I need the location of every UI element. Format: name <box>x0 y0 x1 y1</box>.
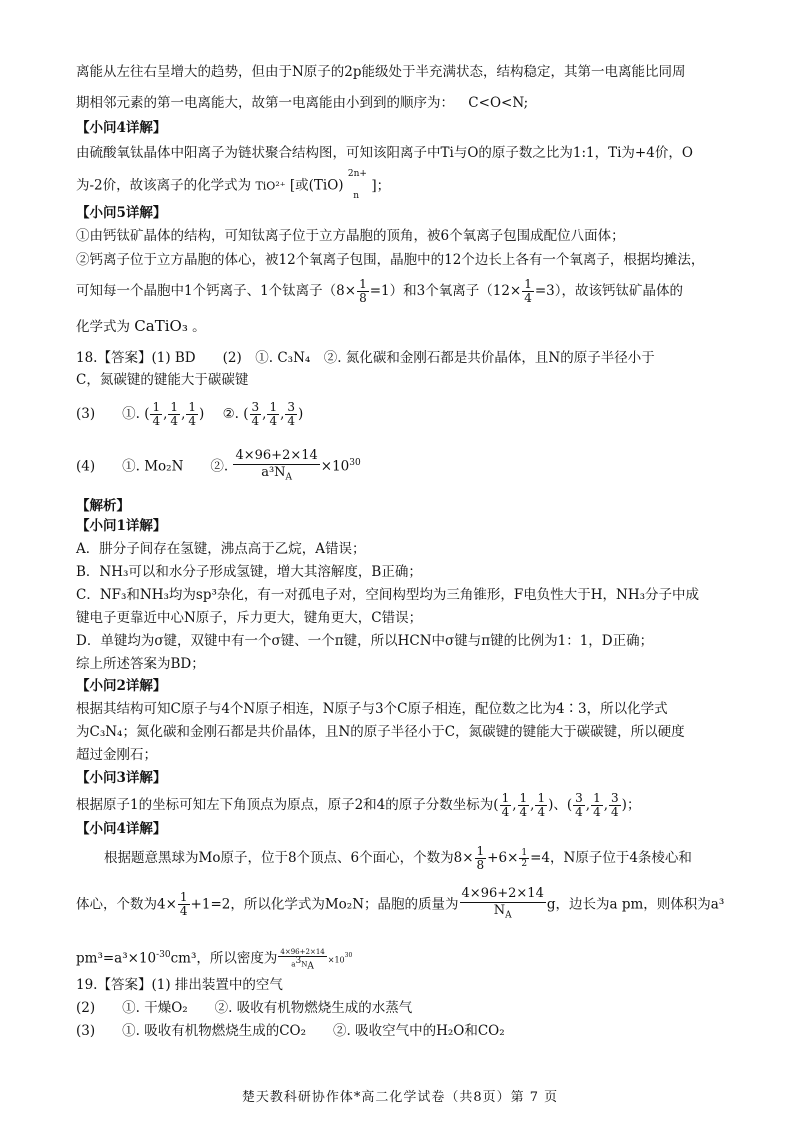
page-footer: 楚天教科研协作体*高二化学试卷（共8页）第 7 页 <box>241 1090 559 1105</box>
numerator: 1 <box>359 277 367 291</box>
text-span: =1）和3个氧离子（12× <box>369 283 522 299</box>
fraction <box>250 401 262 428</box>
text-line: ②钙离子位于立方晶胞的体心，被12个氧离子包围，晶胞中的12个边长上各有一个氧离子，根据均摊法， <box>76 252 705 268</box>
numerator: 4×96+2×14 <box>280 947 325 956</box>
denominator: 4 <box>287 414 296 428</box>
exponent: 30 <box>344 952 353 959</box>
fraction <box>357 278 369 305</box>
fraction <box>591 792 603 819</box>
fraction <box>518 792 530 819</box>
den-text: a³N <box>261 465 286 481</box>
text-line: 键电子更靠近中心N原子，斥力更大，键角更大，C错误； <box>76 610 423 626</box>
label: ②. <box>222 406 239 422</box>
denominator: 4 <box>537 805 546 819</box>
fraction <box>150 401 162 428</box>
denominator: $N_A$ <box>493 903 512 921</box>
numerator: 1 <box>537 791 546 805</box>
text-span: 。 <box>192 319 206 335</box>
formula-tio: TiO²⁺ <box>255 179 286 193</box>
text-span: ； <box>626 797 641 813</box>
fraction <box>178 891 190 918</box>
text-span: +1=2，所以化学式为Mo₂N；晶胞的质量为 <box>190 896 459 913</box>
text-line: B．NH₃可以和水分子形成氢键，增大其溶解度，B正确； <box>76 564 422 580</box>
denominator: 4 <box>269 414 278 428</box>
small-density-fraction <box>278 948 326 971</box>
numerator: 1 <box>593 791 601 805</box>
fraction <box>500 792 512 819</box>
denominator: 4 <box>170 414 179 428</box>
text-line: 根据原子1的坐标可知左下角顶点为原点，原子2和4的原子分数坐标为( $\frac{1}{4}$ , $\frac{1}{4}$ , $\frac{1}{4}$ )、( $\frac{3}{4}$ , $\frac{1}{4}$ , $\frac{3}{4}$ )； <box>76 791 641 819</box>
text-line: ①由钙钛矿晶体的结构，可知钛离子位于立方晶胞的顶角，被6个氧离子包围成配位八面体； <box>76 228 625 244</box>
text-span: +6× <box>487 850 519 866</box>
text-line <box>76 942 352 974</box>
label: (4) ①. Mo₂N ②. <box>76 458 229 475</box>
numerator: 1 <box>476 844 485 858</box>
denominator <box>259 465 294 486</box>
denominator: 4 <box>152 414 161 428</box>
text-span: 期相邻元素的第一电离能大，故第一电离能由小到到的顺序为： <box>76 95 454 111</box>
ionization-order: C<O<N; <box>468 95 529 111</box>
separator: 、 <box>553 797 567 813</box>
text-span: 根据原子1的坐标可知左下角顶点为原点，原子2和4的原子分数坐标为 <box>76 797 494 813</box>
text-line: 根据其结构可知C原子与4个N原子相连，N原子与3个C原子相连，配位数之比为4∶3，所以化学式 <box>76 701 668 717</box>
fraction <box>475 845 487 872</box>
text-span: 根据题意黑球为Mo原子，位于8个顶点、6个面心，个数为8× <box>104 850 474 866</box>
answer-18-line1: 18.【答案】(1) BD (2) ①. C₃N₄ ②. 氮化碳和金刚石都是共价晶体，且N的原子半径小于 <box>76 350 655 366</box>
times: ×10 <box>320 458 350 475</box>
fraction <box>267 401 279 428</box>
section-heading: 【小问4详解】 <box>76 821 167 837</box>
exponent: -30 <box>156 950 171 960</box>
text-span: 可知每一个晶胞中1个钙离子、1个钛离子（8× <box>76 283 357 299</box>
fraction <box>285 401 297 428</box>
numerator: 4×96+2×14 <box>235 448 318 464</box>
numerator: 1 <box>519 791 528 805</box>
den-sub: A <box>285 472 293 483</box>
denominator: $a^3N_A$ <box>291 955 314 972</box>
den-sub: A <box>307 961 314 972</box>
text-line: D．单键均为σ键，双键中有一个σ键、一个π键，所以HCN中σ键与π键的比例为1：1，D正确； <box>76 633 654 649</box>
section-heading: 【小问5详解】 <box>76 205 167 221</box>
numerator: 1 <box>269 400 278 414</box>
denominator: 4 <box>524 291 532 305</box>
numerator: 1 <box>179 890 188 905</box>
section-heading: 【小问1详解】 <box>76 518 167 534</box>
density-fraction <box>233 448 319 486</box>
denominator: 8 <box>476 858 485 872</box>
text-line: A．肼分子间存在氢键，沸点高于乙烷，A错误； <box>76 541 366 557</box>
subscript: n <box>353 191 360 202</box>
label: (3) ①. <box>76 406 140 422</box>
text-span: 化学式为 <box>76 319 130 335</box>
denominator: 8 <box>359 291 367 305</box>
numerator: 4×96+2×14 <box>461 886 544 901</box>
text-line <box>76 886 724 924</box>
fraction <box>186 401 198 428</box>
text-span: =3），故该钙钛矿晶体的 <box>534 283 684 299</box>
times: ×10 <box>327 955 345 965</box>
formula-catio3: CaTiO₃ <box>134 317 188 335</box>
text-span: g，边长为a pm，则体积为a³ <box>546 896 725 913</box>
answer-18-line2: C，氮碳键的键能大于碳碳键 <box>76 372 249 388</box>
answer-18-part4 <box>76 446 361 486</box>
text-line <box>76 316 206 337</box>
denominator: 4 <box>179 904 188 919</box>
numerator: 1 <box>152 400 161 414</box>
section-heading: 【小问2详解】 <box>76 678 167 694</box>
denominator: 4 <box>501 805 510 819</box>
text-line <box>104 842 692 874</box>
section-heading: 【小问4详解】 <box>76 120 167 136</box>
numerator: 1 <box>501 791 510 805</box>
den-sub: A <box>505 910 512 921</box>
superscript: 2n+ <box>347 169 367 179</box>
answer-19-line3: (3) ①. 吸收有机物燃烧生成的CO₂ ②. 吸收空气中的H₂O和CO₂ <box>76 1023 505 1039</box>
numerator: 1 <box>524 277 532 291</box>
denominator: 4 <box>611 805 619 819</box>
answer-19-line1: 19.【答案】(1) 排出装置中的空气 <box>76 977 283 993</box>
denominator: 4 <box>251 414 260 428</box>
numerator: 1 <box>188 400 196 414</box>
section-heading: 【解析】 <box>76 498 130 514</box>
denominator: 4 <box>593 805 601 819</box>
text-line <box>76 169 391 202</box>
text-span: 为-2价，故该离子的化学式为 <box>76 177 252 194</box>
answer-19-line2: (2) ①. 干燥O₂ ②. 吸收有机物燃烧生成的水蒸气 <box>76 1000 413 1016</box>
fraction <box>535 792 547 819</box>
fraction <box>168 401 180 428</box>
mass-fraction <box>460 886 546 924</box>
text-line: C．NF₃和NH₃均为sp³杂化，有一对孤电子对，空间构型均为三角锥形，F电负性大于H，NH₃分子中成 <box>76 587 700 603</box>
text-line: 超过金刚石； <box>76 747 157 763</box>
denominator: 4 <box>188 414 196 428</box>
answer-18-part3: (3) ①. ( $\frac{1}{4}$ , $\frac{1}{4}$ , $\frac{1}{4}$ ) ②. ( $\frac{3}{4}$ , $\frac{1}{4}$ , $\frac{3}{4}$ ) <box>76 400 304 428</box>
denominator: 2 <box>521 859 528 869</box>
text-line <box>76 276 683 306</box>
fraction <box>609 792 621 819</box>
section-heading: 【小问3详解】 <box>76 770 167 786</box>
numerator: 1 <box>170 400 179 414</box>
text-line: 离能从左往右呈增大的趋势，但由于N原子的2p能级处于半充满状态，结构稳定，其第一电离能比同周 <box>76 64 686 80</box>
text-span: ]； <box>371 177 391 194</box>
text-span: pm³=a³×10 <box>76 950 157 967</box>
exponent: 30 <box>349 458 361 468</box>
numerator: 3 <box>287 400 296 414</box>
denominator: 4 <box>519 805 528 819</box>
text-line: 综上所述答案为BD； <box>76 656 205 672</box>
text-line: 为C₃N₄；氮化碳和金刚石都是共价晶体，且N的原子半径小于C，氮碳键的键能大于碳碳键，所以硬度 <box>76 724 685 740</box>
fraction <box>573 792 585 819</box>
text-line <box>76 93 528 113</box>
text-span: cm³，所以密度为 <box>170 950 278 967</box>
formula-alt: [或(TiO) <box>289 177 344 194</box>
text-line: 由硫酸氧钛晶体中阳离子为链状聚合结构图，可知该阳离子中Ti与O的原子数之比为1:1，Ti为+4价，O <box>76 145 693 161</box>
den-power: 3 <box>295 955 302 966</box>
text-span: 体心，个数为4× <box>76 896 177 913</box>
fraction <box>522 278 534 305</box>
denominator: 4 <box>575 805 583 819</box>
text-span: =4，N原子位于4条棱心和 <box>530 850 692 866</box>
numerator: 3 <box>611 791 619 805</box>
fraction <box>519 848 529 869</box>
numerator: 3 <box>251 400 260 414</box>
numerator: 1 <box>521 848 528 858</box>
numerator: 3 <box>575 791 583 805</box>
